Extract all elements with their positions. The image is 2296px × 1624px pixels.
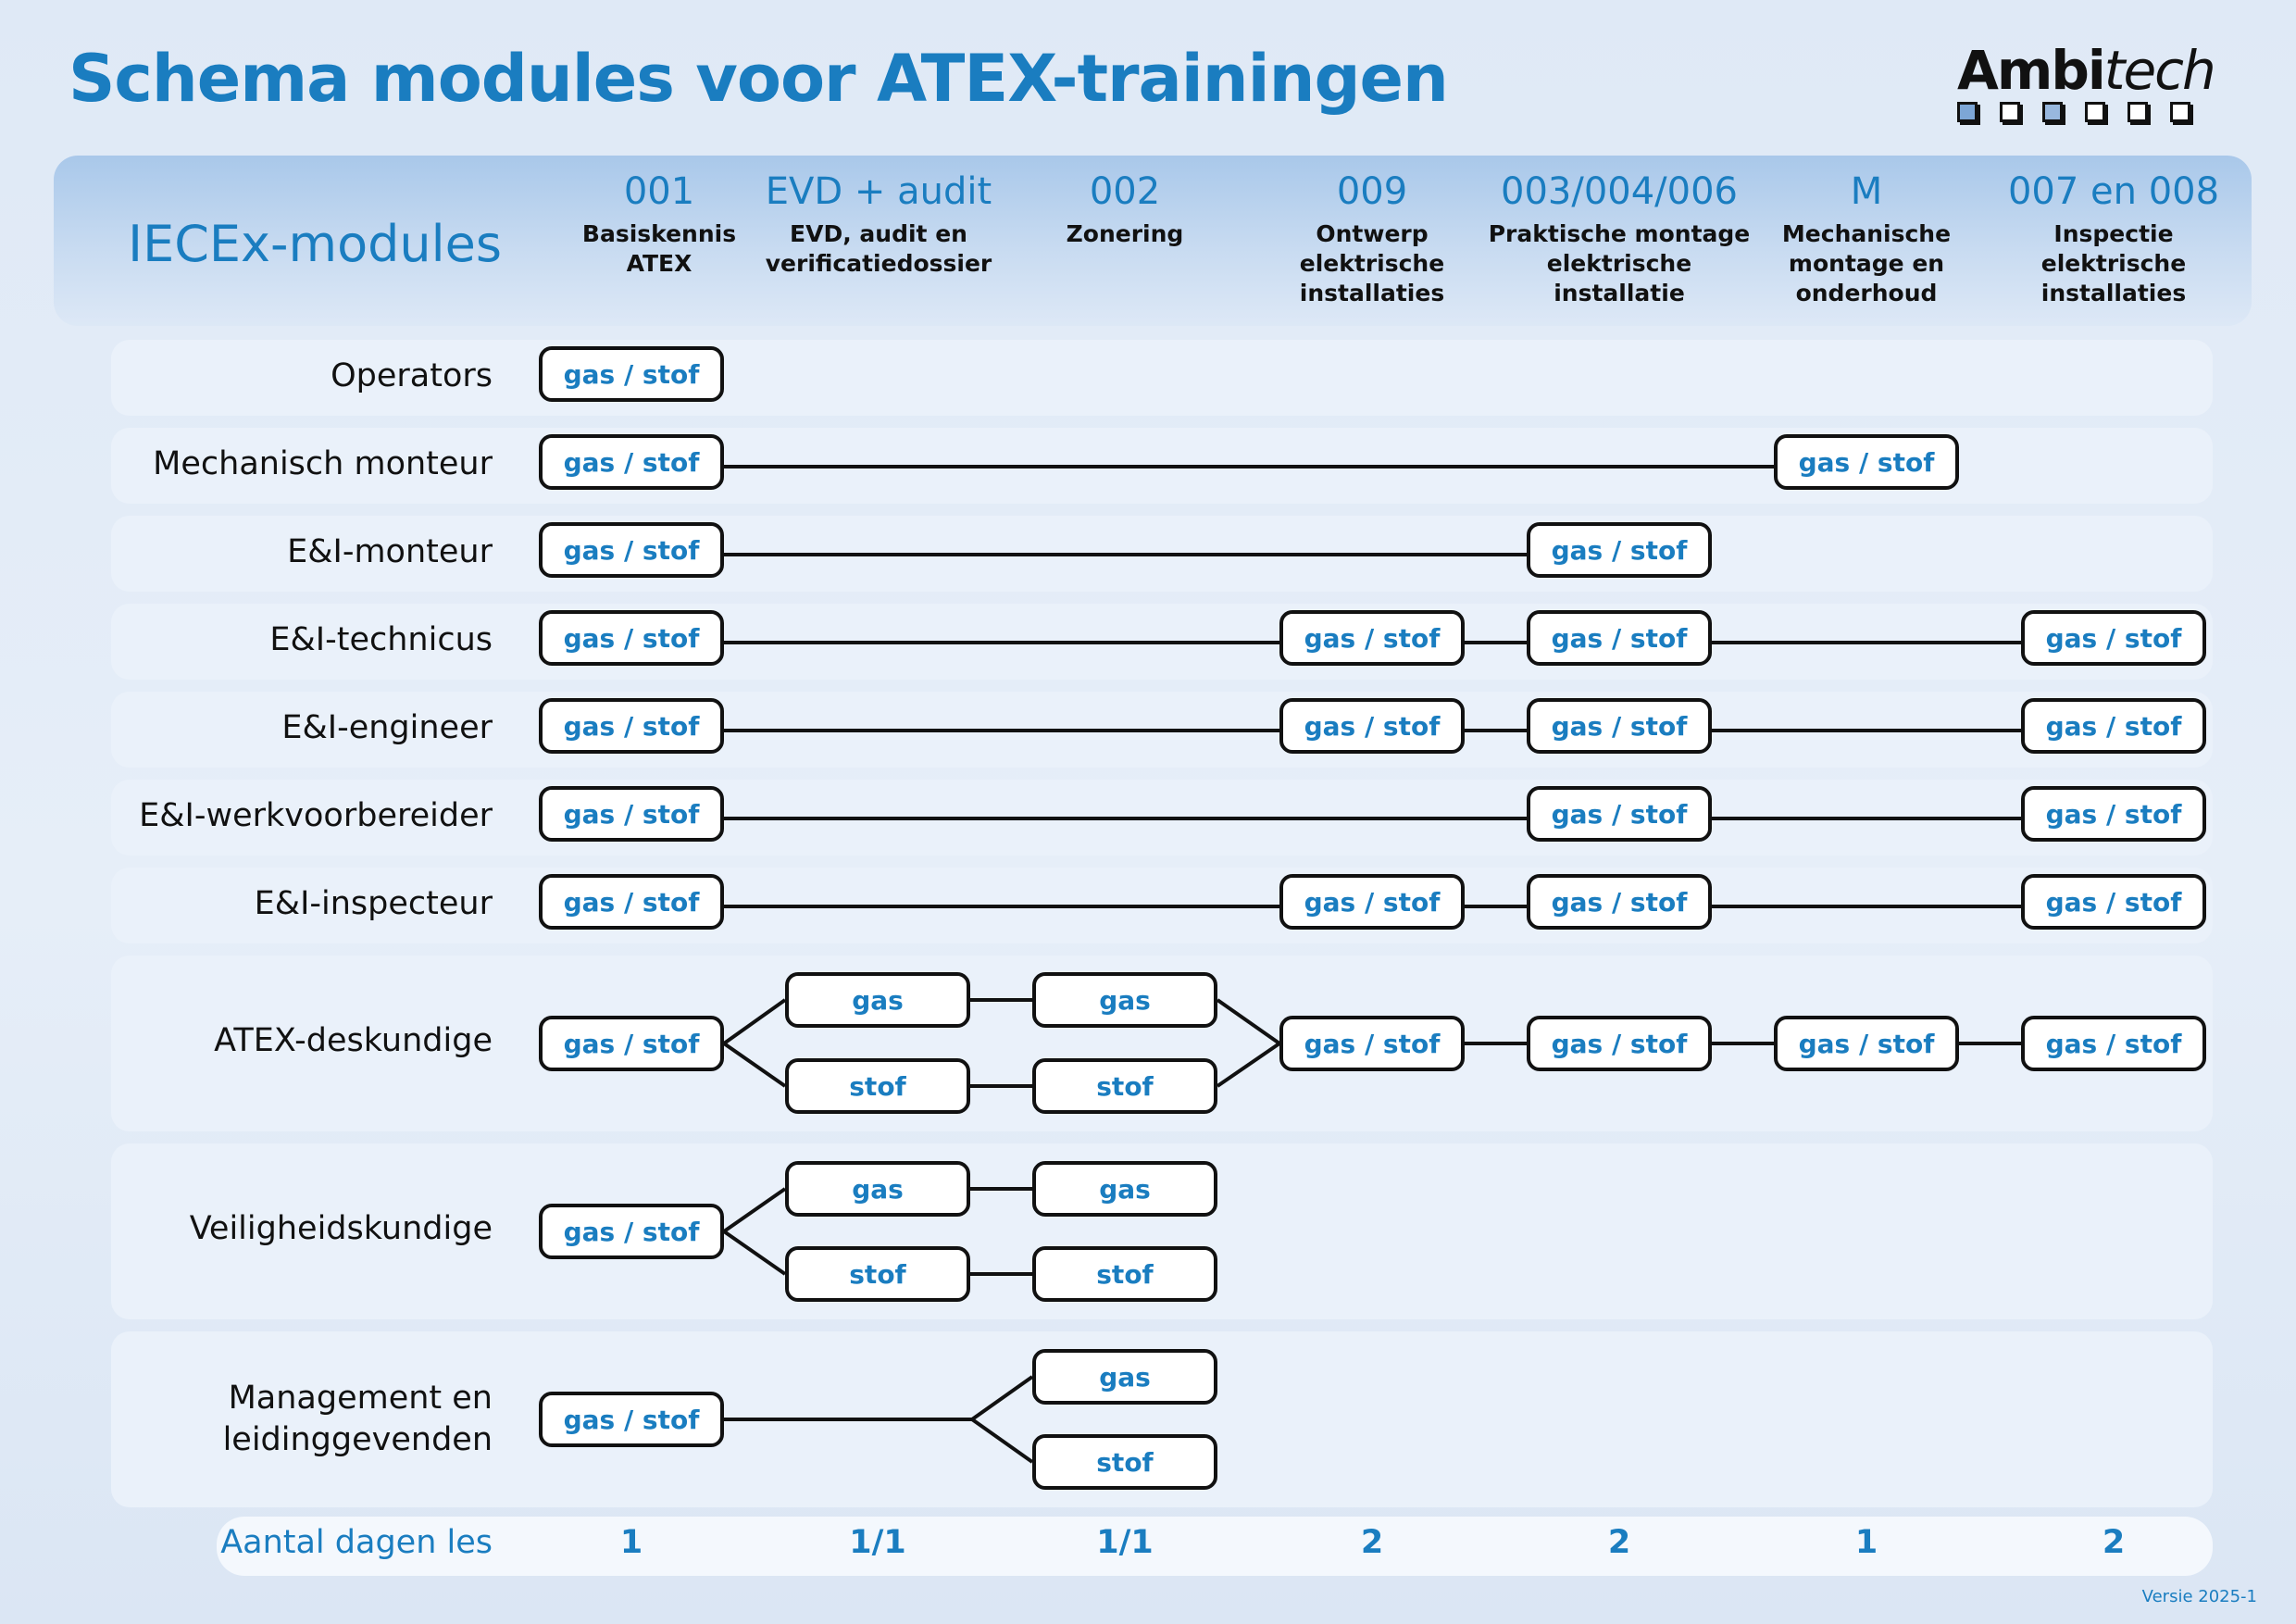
role-label-veiligheidskundige: Veiligheidskundige xyxy=(189,1210,493,1247)
day-value: 2 xyxy=(1360,1524,1384,1561)
module-node: gas / stof xyxy=(1527,1016,1712,1071)
module-node: gas / stof xyxy=(2021,610,2206,666)
role-label-atex-deskundige: ATEX-deskundige xyxy=(214,1022,493,1059)
column-code: M xyxy=(1850,170,1883,213)
module-node: gas / stof xyxy=(2021,874,2206,930)
role-label-management: Management en leidinggevenden xyxy=(222,1380,493,1458)
role-label-ei-werkvoorbereider: E&I-werkvoorbereider xyxy=(139,797,493,834)
module-node: gas / stof xyxy=(2021,1016,2206,1071)
column-description: Basiskennis ATEX xyxy=(581,220,737,277)
module-node: gas / stof xyxy=(1279,698,1465,754)
module-node: stof xyxy=(1032,1246,1217,1302)
module-node: gas / stof xyxy=(539,522,724,578)
version-label: Versie 2025-1 xyxy=(2141,1587,2257,1606)
module-node: gas / stof xyxy=(2021,786,2206,842)
column-code: 002 xyxy=(1089,170,1161,213)
module-node: stof xyxy=(1032,1434,1217,1490)
role-label-operators: Operators xyxy=(331,357,493,394)
page-title: Schema modules voor ATEX-trainingen xyxy=(69,41,1448,117)
module-node: gas / stof xyxy=(1527,610,1712,666)
module-node: gas / stof xyxy=(1527,874,1712,930)
module-node: gas / stof xyxy=(539,874,724,930)
module-node: gas / stof xyxy=(1527,786,1712,842)
role-label-ei-monteur: E&I-monteur xyxy=(287,533,493,570)
role-label-mechanisch-monteur: Mechanisch monteur xyxy=(153,445,493,482)
header-label: IECEx-modules xyxy=(128,215,502,273)
column-description: Ontwerp elektrische installaties xyxy=(1299,220,1445,306)
module-node: gas xyxy=(785,1161,970,1217)
column-description: Praktische montage elektrische installatie xyxy=(1488,220,1751,306)
logo-text-italic: tech xyxy=(2103,39,2215,102)
module-node: stof xyxy=(785,1246,970,1302)
module-node: gas / stof xyxy=(1774,434,1959,490)
column-code: 003/004/006 xyxy=(1501,170,1738,213)
module-node: gas / stof xyxy=(1774,1016,1959,1071)
module-node: gas xyxy=(785,972,970,1028)
module-node: gas / stof xyxy=(1279,1016,1465,1071)
column-description: EVD, audit en verificatiedossier xyxy=(765,220,992,277)
role-label-ei-engineer: E&I-engineer xyxy=(281,709,493,746)
column-code: EVD + audit xyxy=(765,170,992,213)
column-code: 009 xyxy=(1336,170,1408,213)
column-code: 001 xyxy=(623,170,695,213)
module-node: gas / stof xyxy=(539,434,724,490)
column-description: Mechanische montage en onderhoud xyxy=(1781,220,1952,306)
days-label: Aantal dagen les xyxy=(220,1524,493,1561)
day-value: 2 xyxy=(2102,1524,2126,1561)
module-node: gas / stof xyxy=(539,1016,724,1071)
day-value: 1/1 xyxy=(849,1524,906,1561)
module-node: gas / stof xyxy=(539,1204,724,1259)
module-node: gas / stof xyxy=(1527,522,1712,578)
module-node: stof xyxy=(1032,1058,1217,1114)
column-code: 007 en 008 xyxy=(2007,170,2220,213)
column-description: Zonering xyxy=(1066,220,1184,247)
column-description: Inspectie elektrische installaties xyxy=(2040,220,2187,306)
module-node: gas / stof xyxy=(2021,698,2206,754)
module-node: gas / stof xyxy=(539,610,724,666)
role-label-ei-inspecteur: E&I-inspecteur xyxy=(254,885,493,922)
module-node: gas / stof xyxy=(539,346,724,402)
module-node: gas / stof xyxy=(539,786,724,842)
day-value: 1/1 xyxy=(1096,1524,1154,1561)
day-value: 1 xyxy=(1854,1524,1878,1561)
role-label-ei-technicus: E&I-technicus xyxy=(269,621,493,658)
logo-text-main: Ambi xyxy=(1957,39,2104,102)
module-node: gas / stof xyxy=(539,1392,724,1447)
module-node: gas / stof xyxy=(539,698,724,754)
day-value: 2 xyxy=(1607,1524,1631,1561)
module-node: gas / stof xyxy=(1527,698,1712,754)
module-node: gas / stof xyxy=(1279,874,1465,930)
module-node: gas xyxy=(1032,1161,1217,1217)
module-node: stof xyxy=(785,1058,970,1114)
day-value: 1 xyxy=(619,1524,643,1561)
module-node: gas xyxy=(1032,972,1217,1028)
module-node: gas xyxy=(1032,1349,1217,1405)
module-node: gas / stof xyxy=(1279,610,1465,666)
